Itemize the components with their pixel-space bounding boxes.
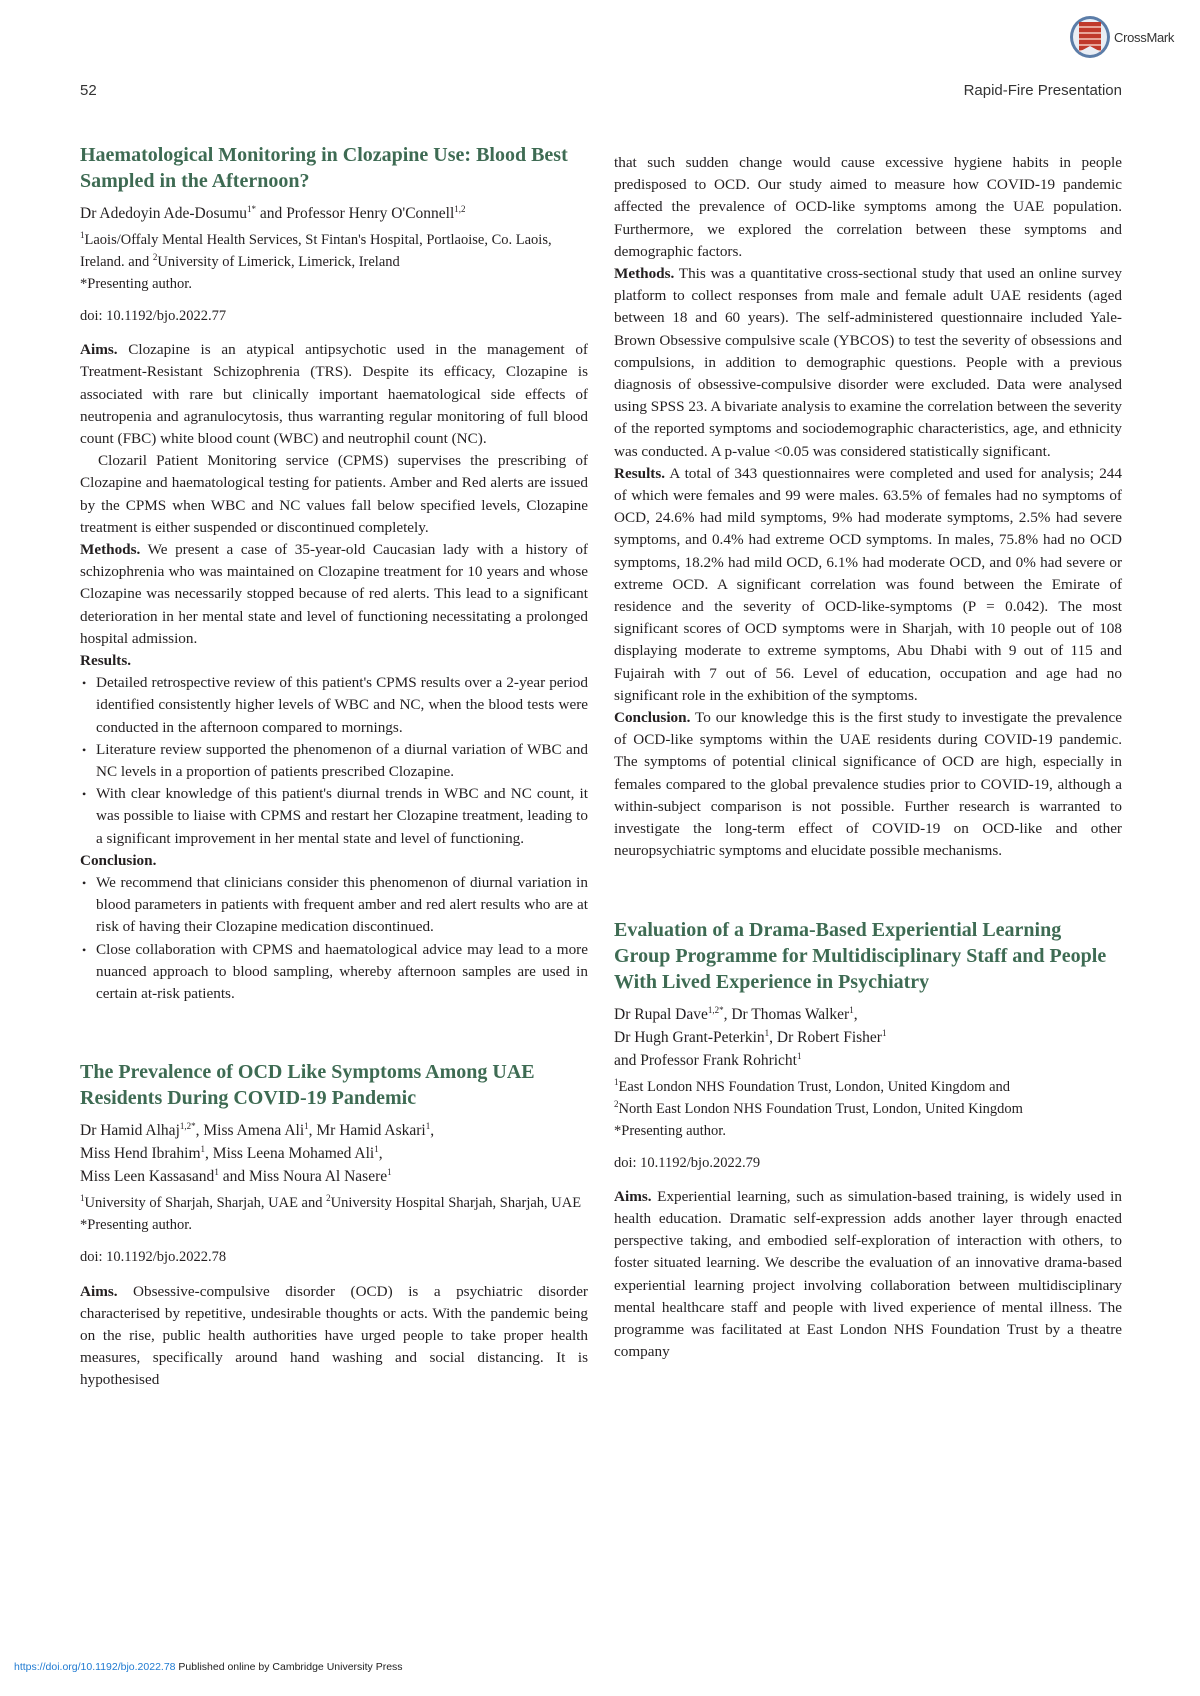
author-sep: ,: [378, 1145, 383, 1163]
article-drama-learning: [614, 917, 1122, 1364]
results-label: Results.: [614, 464, 666, 482]
author-sup: 1: [764, 1027, 770, 1038]
affil-sup: 2: [614, 1098, 619, 1109]
presenting-note: *Presenting author.: [614, 1122, 726, 1139]
author-name: Dr Robert Fisher: [776, 1028, 882, 1046]
page-number: 52: [80, 82, 97, 99]
footer: [14, 1661, 403, 1673]
affiliations: [80, 229, 588, 273]
author-sep: and: [614, 1051, 641, 1069]
author-name: Mr Hamid Askari: [316, 1122, 426, 1140]
affiliations: [80, 1192, 588, 1214]
author-sup: 1,2*: [707, 1004, 724, 1015]
aims-paragraph: [80, 339, 588, 450]
results-label: Results.: [80, 652, 132, 670]
results-list: [80, 672, 588, 850]
results-paragraph: [614, 463, 1122, 707]
presenting-note: *Presenting author.: [80, 276, 192, 292]
crossmark-badge[interactable]: [1070, 16, 1174, 58]
conclusion-paragraph: [614, 707, 1122, 862]
conclusion-text: To our knowledge this is the first study to investigate the prevalence of OCD-like symptoms within the UAE residents during COVID-19 pandemic. The symptoms of potential clinical significance of OCD are high, especially in females compared to the global prevalence studies prior to COVID-19, although a within-subject comparison is not possible. Further research is warranted to investigate the long-term effect of COVID-19 on OCD-like and other neuropsychiatric symptoms and elucidate possible mechanisms.: [614, 709, 1122, 860]
author-sep: ,: [205, 1145, 213, 1163]
author-sup: 1: [304, 1121, 309, 1132]
author-sep: ,: [853, 1005, 858, 1023]
presenting-note: *Presenting author.: [80, 1217, 192, 1234]
author-name: Dr Rupal Dave: [614, 1005, 708, 1023]
author-name: Miss Leena Mohamed Ali: [212, 1145, 375, 1163]
aims-paragraph-2: Clozaril Patient Monitoring service (CPMS) supervises the prescribing of Clozapine and haematological testing for patients. Amber and Red alerts are issued by the CPMS when WBC and NC values fall below specified levels, Clozapine treatment is either suspended or discontinued completely.: [80, 452, 588, 536]
author-sup: 1: [425, 1121, 431, 1132]
aims-text: Clozapine is an atypical antipsychotic used in the management of Treatment-Resistant Schizophrenia (TRS). Despite its efficacy, Clozapine is associated with rare but clinically important haematological side effects of neutropenia and agranulocytosis, thus warranting regular monitoring of full blood count (FBC) white blood count (WBC) and neutrophil count (NC).: [80, 341, 588, 448]
author-sup: 1: [374, 1144, 379, 1155]
author-name: Professor Frank Rohricht: [640, 1051, 797, 1069]
affil-text: University of Limerick, Limerick, Ireland: [157, 254, 400, 270]
methods-text: This was a quantitative cross-sectional study that used an online survey platform to collect responses from male and female adult UAE residents (aged between 18 and 60 years). The self-administered questionnaire included Yale-Brown Obsessive compulsive scale (YBCOS) to test the severity of obsessions and compulsions, in addition to demographic questions. People with a previous diagnosis of obsessive-compulsive disorder were excluded. Data were analysed using SPSS 23. A bivariate analysis to examine the correlation between the severity of the reported symptoms and sociodemographic characteristics, age, and ethnicity was conducted. A p-value <0.05 was considered statistically significant.: [614, 265, 1122, 460]
article-clozapine: [80, 142, 588, 1005]
affiliations: [614, 1076, 1122, 1120]
article-title: Haematological Monitoring in Clozapine Use: Blood Best Sampled in the Afternoon?: [80, 144, 568, 192]
author-sup: 1: [796, 1050, 802, 1061]
aims-label: Aims.: [80, 1282, 118, 1300]
article-ocd-uae: [80, 1059, 588, 1391]
author-sup: 1*: [247, 203, 257, 214]
aims-continued: that such sudden change would cause excessive hygiene habits in people predisposed to OCD. Our study aimed to measure how COVID-19 pandemic affected the prevalence of OCD-like symptoms among the UAE population. Furthermore, we explored the correlation between these symptoms and demographic factors.: [614, 154, 1122, 260]
aims-label: Aims.: [614, 1187, 652, 1205]
methods-label: Methods.: [80, 541, 141, 559]
author-list: [80, 202, 588, 225]
conclusion-list: [80, 872, 588, 1005]
aims-paragraph: [80, 1281, 588, 1392]
article-title: Evaluation of a Drama-Based Experiential Learning Group Programme for Multidisciplinary Staff and People With Lived Experience in Psychiatry: [614, 918, 1107, 993]
doi-link[interactable]: doi: 10.1192/bjo.2022.77: [80, 308, 227, 324]
affil-text: University Hospital Sharjah, Sharjah, UAE: [330, 1195, 582, 1212]
author-name: Miss Hend Ibrahim: [80, 1145, 201, 1163]
results-heading: [80, 650, 588, 672]
conclusion-label: Conclusion.: [614, 709, 691, 727]
author-sep: ,: [195, 1122, 204, 1140]
running-head: Rapid-Fire Presentation: [963, 82, 1122, 99]
affil-sup: 2: [326, 1193, 331, 1204]
aims-paragraph: [614, 1186, 1122, 1364]
aims-text: Experiential learning, such as simulation-based training, is widely used in health education. Dramatic self-expression adds another layer through enacted perspective taking, and embodied self-exploration of interaction with others, to foster situated learning. We describe the evaluation of an innovative drama-based experiential learning project involving collaboration between multidisciplinary mental healthcare staff and people with lived experience of mental illness. The programme was facilitated at East London NHS Foundation Trust by a theatre company: [614, 1187, 1122, 1361]
affil-text: University of Sharjah, Sharjah, UAE and: [84, 1195, 327, 1212]
methods-paragraph: [614, 263, 1122, 463]
author-sep: ,: [723, 1005, 732, 1023]
author-joiner: and: [256, 205, 287, 222]
footer-doi-link[interactable]: https://doi.org/10.1192/bjo.2022.78: [14, 1661, 176, 1673]
author-sup: 1,2: [454, 203, 466, 214]
author-name: Dr Adedoyin Ade-Dosumu: [80, 205, 248, 222]
affil-sup: 2: [152, 252, 158, 263]
list-item: • We recommend that clinicians consider this phenomenon of diurnal variation in blood parameters in patients with frequent amber and red alert results who are at risk of having their Clozapine medication discontinued.: [96, 872, 588, 939]
left-column: [80, 142, 588, 1392]
conclusion-label: Conclusion.: [80, 851, 157, 869]
author-name: Dr Thomas Walker: [731, 1005, 850, 1023]
author-sup: 1: [200, 1144, 206, 1155]
conclusion-heading: [80, 850, 588, 872]
methods-paragraph: [80, 539, 588, 650]
author-sup: 1: [387, 1167, 392, 1178]
author-list: [80, 1119, 588, 1188]
author-sep: and: [218, 1168, 249, 1186]
author-name: Professor Henry O'Connell: [286, 205, 455, 222]
affil-sup: 1: [80, 1193, 85, 1204]
aims-label: Aims.: [80, 341, 118, 359]
list-item: • Literature review supported the phenomenon of a diurnal variation of WBC and NC levels in a proportion of patients prescribed Clozapine.: [96, 739, 588, 783]
author-sup: 1: [849, 1004, 854, 1015]
affil-text: Laois/Offaly Mental Health Services, St Fintan's Hospital, Portlaoise, Co. Laois, Ireland. and: [80, 232, 552, 270]
crossmark-icon: [1070, 16, 1110, 58]
doi-link[interactable]: doi: 10.1192/bjo.2022.79: [614, 1154, 761, 1171]
author-name: Miss Amena Ali: [203, 1122, 305, 1140]
author-sup: 1,2*: [179, 1121, 196, 1132]
author-sup: 1: [881, 1027, 887, 1038]
author-sup: 1: [214, 1167, 219, 1178]
doi-link[interactable]: doi: 10.1192/bjo.2022.78: [80, 1249, 227, 1266]
methods-label: Methods.: [614, 265, 675, 283]
author-sep: ,: [430, 1122, 435, 1140]
affil-sup: 1: [614, 1076, 619, 1087]
author-sep: ,: [308, 1122, 317, 1140]
right-column: [614, 152, 1122, 1363]
aims-text: Obsessive-compulsive disorder (OCD) is a psychiatric disorder characterised by repetitive, undesirable thoughts or acts. With the pandemic being on the rise, public health authorities have urged people to take proper health measures, specifically around hand washing and social distancing. It is hypothesised: [80, 1282, 588, 1389]
affil-sup: 1: [80, 230, 85, 241]
author-list: [614, 1003, 1122, 1072]
author-name: Dr Hamid Alhaj: [80, 1122, 180, 1140]
list-item: • Detailed retrospective review of this patient's CPMS results over a 2-year period identified consistently higher levels of WBC and NC, when the blood tests were conducted in the afternoon compared to mornings.: [96, 672, 588, 739]
author-name: Dr Hugh Grant-Peterkin: [614, 1028, 765, 1046]
author-name: Miss Leen Kassasand: [80, 1168, 215, 1186]
list-item: • With clear knowledge of this patient's diurnal trends in WBC and NC count, it was possible to liaise with CPMS and restart her Clozapine treatment, leading to a significant improvement in her mental state and level of functioning.: [96, 783, 588, 850]
article-ocd-uae-continued: [614, 152, 1122, 863]
list-item: • Close collaboration with CPMS and haematological advice may lead to a more nuanced approach to blood sampling, whereby afternoon samples are used in certain at-risk patients.: [96, 939, 588, 1006]
crossmark-label: CrossMark: [1114, 29, 1175, 45]
footer-publisher: Published online by Cambridge University Press: [175, 1661, 403, 1673]
author-sep: ,: [769, 1028, 777, 1046]
author-name: Miss Noura Al Nasere: [248, 1168, 388, 1186]
methods-text: We present a case of 35-year-old Caucasian lady with a history of schizophrenia who was maintained on Clozapine treatment for 10 years and whose Clozapine was necessarily stopped because of red alerts. This lead to a significant deterioration in her mental state and level of functioning necessitating a prolonged hospital admission.: [80, 541, 588, 647]
results-text: A total of 343 questionnaires were completed and used for analysis; 244 of which were females and 99 were males. 63.5% of females had no symptoms of OCD, 24.6% had mild symptoms, 9% had moderate symptoms, 2.5% had severe symptoms, and 0.4% had extreme OCD symptoms. In males, 75.8% had no OCD symptoms, 18.2% had mild OCD, 6.1% had moderate OCD, and 0% had severe or extreme OCD. A significant correlation was found between the Emirate of residence and the severity of OCD-like-symptoms (P = 0.042). The most significant scores of OCD symptoms were in Sharjah, with 10 people out of 108 displaying moderate to extreme symptoms, Abu Dhabi with 9 out of 115 and Fujairah with 7 out of 56. Level of education, occupation and age had no significant role in the exhibition of the symptoms.: [614, 464, 1122, 704]
article-title: The Prevalence of OCD Like Symptoms Among UAE Residents During COVID-19 Pandemic: [80, 1061, 535, 1110]
affil-text: East London NHS Foundation Trust, London, United Kingdom and: [618, 1078, 1011, 1095]
affil-text: North East London NHS Foundation Trust, London, United Kingdom: [618, 1100, 1023, 1117]
